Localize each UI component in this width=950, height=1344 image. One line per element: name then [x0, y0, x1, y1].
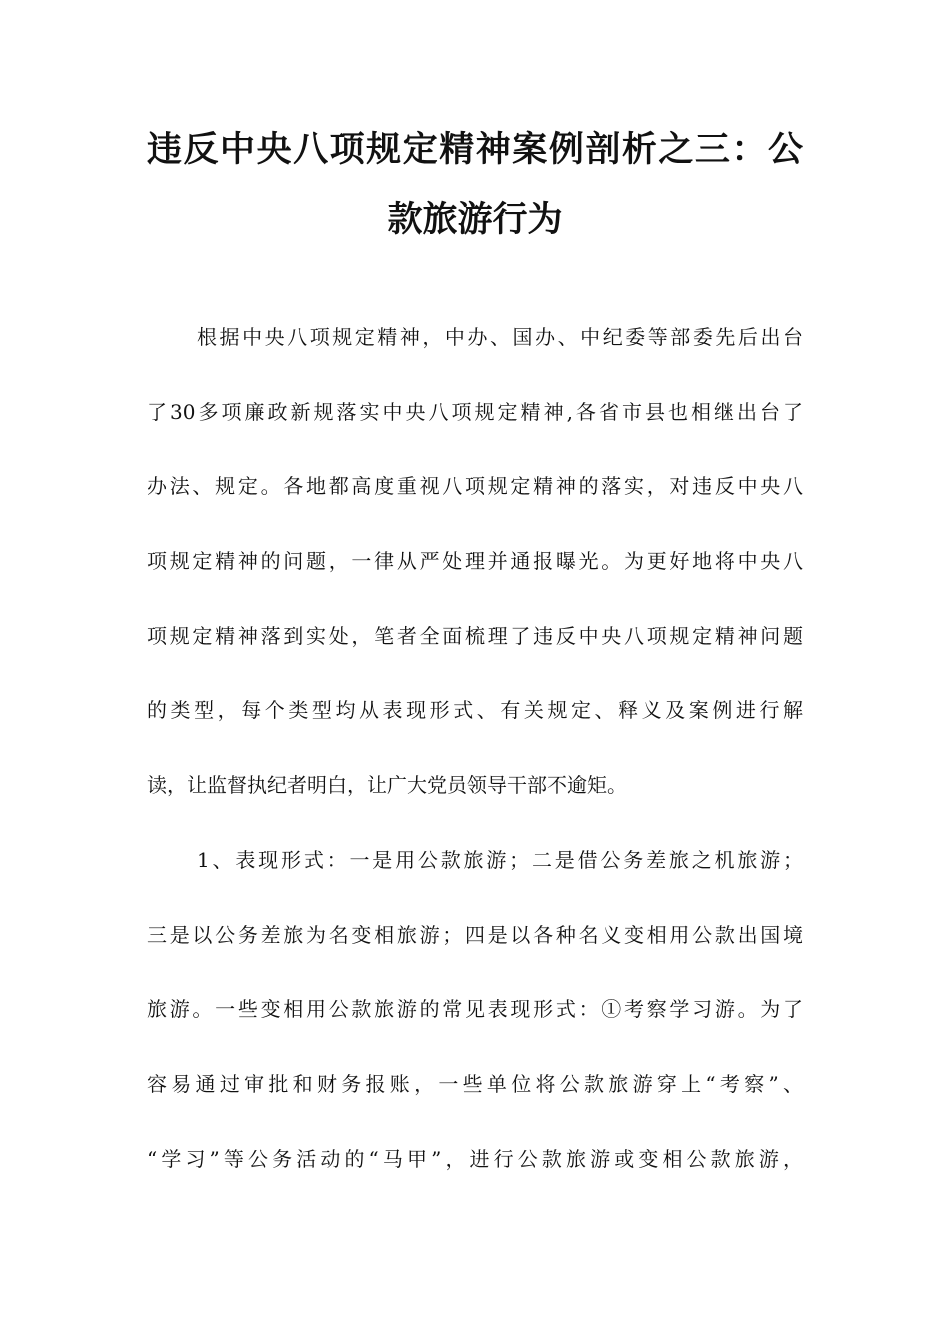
text-line: 1、表现形式：一是用公款旅游；二是借公务差旅之机旅游； — [197, 847, 803, 872]
text-line: 三是以公务差旅为名变相旅游；四是以各种名义变相用公款出国境 — [147, 922, 803, 947]
text-line: 的类型，每个类型均从表现形式、有关规定、释义及案例进行解 — [147, 698, 803, 723]
text-line: “学习”等公务活动的“马甲”，进行公款旅游或变相公款旅游， — [147, 1146, 803, 1171]
text-line: 项规定精神落到实处，笔者全面梳理了违反中央八项规定精神问题 — [147, 623, 803, 648]
paragraph — [147, 300, 803, 823]
text-line: 容易通过审批和财务报账，一些单位将公款旅游穿上“考察”、 — [147, 1071, 803, 1096]
text-line: 读，让监督执纪者明白，让广大党员领导干部不逾矩。 — [147, 773, 627, 798]
title-line: 违反中央八项规定精神案例剖析之三：公 — [147, 129, 803, 170]
document-title — [147, 115, 803, 255]
text-line: 了30多项廉政新规落实中央八项规定精神,各省市县也相继出台了 — [147, 399, 803, 424]
text-line: 项规定精神的问题，一律从严处理并通报曝光。为更好地将中央八 — [147, 549, 803, 574]
text-line: 旅游。一些变相用公款旅游的常见表现形式：①考察学习游。为了 — [147, 997, 803, 1022]
document-body — [147, 300, 803, 1196]
title-line: 款旅游行为 — [387, 199, 563, 240]
text-line: 根据中央八项规定精神，中办、国办、中纪委等部委先后出台 — [197, 325, 803, 349]
text-line: 办法、规定。各地都高度重视八项规定精神的落实，对违反中央八 — [147, 474, 803, 499]
paragraph — [147, 823, 803, 1196]
